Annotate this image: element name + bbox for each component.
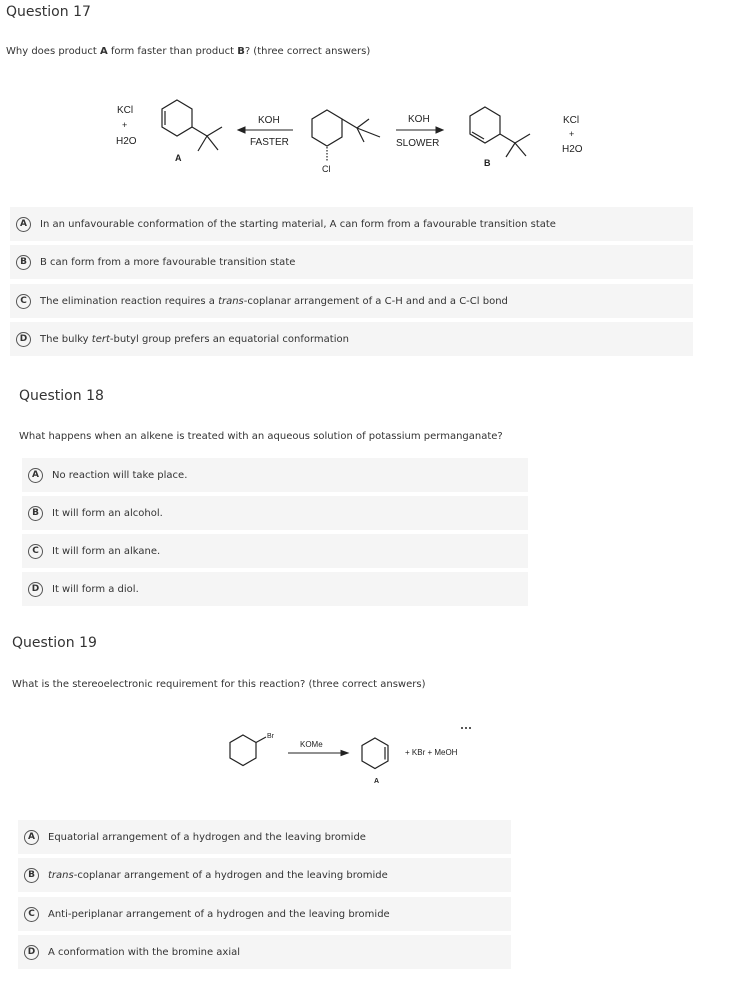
q18-option-b[interactable] bbox=[22, 496, 528, 530]
option-badge: C bbox=[16, 294, 31, 309]
q18-option-c[interactable] bbox=[22, 534, 528, 568]
right-reagent-kcl: KCl bbox=[563, 115, 580, 126]
option-text-italic: trans bbox=[48, 869, 74, 881]
option-badge: C bbox=[28, 544, 43, 559]
byproducts: + KBr + MeOH bbox=[405, 748, 458, 757]
product-a-label: A bbox=[374, 778, 380, 785]
prompt-product-b: B bbox=[237, 46, 245, 57]
option-text: It will form an alkane. bbox=[52, 545, 161, 557]
q18-option-a[interactable] bbox=[22, 458, 528, 492]
bromine-label: Br bbox=[267, 733, 274, 740]
right-plus: + bbox=[569, 129, 575, 139]
prompt-text: Why does product bbox=[6, 46, 100, 57]
cyclohexene-structure bbox=[362, 738, 388, 769]
option-badge: A bbox=[24, 830, 39, 845]
product-a-label: A bbox=[175, 153, 182, 163]
option-badge: D bbox=[16, 332, 31, 347]
base-reagent: KOMe bbox=[300, 740, 323, 749]
q19-option-c[interactable] bbox=[18, 897, 511, 931]
option-text: It will form an alcohol. bbox=[52, 507, 163, 519]
q18-option-d[interactable] bbox=[22, 572, 528, 606]
option-text-part: -coplanar arrangement of a C-H and and a C-Cl bond bbox=[243, 295, 508, 307]
option-text: It will form a diol. bbox=[52, 583, 139, 595]
reaction-scheme-17 bbox=[0, 90, 752, 190]
prompt-text: form faster than product bbox=[107, 46, 238, 57]
option-text: A conformation with the bromine axial bbox=[48, 946, 241, 958]
chloride-label: Cl bbox=[322, 164, 331, 174]
q17-option-d[interactable] bbox=[10, 322, 693, 356]
option-text-part: -butyl group prefers an equatorial conformation bbox=[109, 333, 349, 345]
prompt-text: ? (three correct answers) bbox=[244, 46, 371, 57]
right-arrow-rate: SLOWER bbox=[396, 138, 440, 149]
bromocyclohexane-structure bbox=[230, 735, 266, 766]
option-text-part: The elimination reaction requires a bbox=[40, 295, 219, 307]
question-19-prompt: What is the stereoelectronic requirement for this reaction? (three correct answers) bbox=[12, 679, 426, 690]
q17-option-c[interactable] bbox=[10, 284, 693, 318]
left-arrow-rate: FASTER bbox=[250, 137, 289, 148]
option-text bbox=[40, 296, 508, 307]
option-badge: A bbox=[28, 468, 43, 483]
left-plus: + bbox=[122, 120, 128, 130]
q19-option-b[interactable] bbox=[18, 858, 511, 892]
option-badge: A bbox=[16, 217, 31, 232]
option-text: In an unfavourable conformation of the starting material, A can form from a favourable transition state bbox=[40, 218, 556, 230]
lone-pair-dots bbox=[461, 727, 471, 729]
right-arrow bbox=[396, 127, 443, 133]
option-text-italic: tert bbox=[91, 333, 110, 345]
option-badge: B bbox=[16, 255, 31, 270]
left-reagent-water: H2O bbox=[116, 136, 137, 147]
option-badge: C bbox=[24, 907, 39, 922]
q19-option-d[interactable] bbox=[18, 935, 511, 969]
q17-option-b[interactable] bbox=[10, 245, 693, 279]
product-b-structure bbox=[470, 107, 530, 157]
option-text: Equatorial arrangement of a hydrogen and the leaving bromide bbox=[48, 831, 366, 843]
option-text: Anti-periplanar arrangement of a hydrogen and the leaving bromide bbox=[48, 908, 390, 920]
option-text-part: -coplanar arrangement of a hydrogen and the leaving bromide bbox=[73, 869, 388, 881]
question-18-prompt: What happens when an alkene is treated with an aqueous solution of potassium permanganate? bbox=[19, 431, 503, 442]
option-text bbox=[48, 870, 388, 881]
left-reagent-kcl: KCl bbox=[117, 105, 134, 116]
option-badge: B bbox=[24, 868, 39, 883]
reaction-arrow bbox=[288, 751, 348, 756]
q19-option-a[interactable] bbox=[18, 820, 511, 854]
option-text-part: The bulky bbox=[40, 333, 92, 345]
option-badge: B bbox=[28, 506, 43, 521]
question-17-prompt bbox=[6, 46, 370, 57]
right-reagent-water: H2O bbox=[562, 144, 583, 155]
option-badge: D bbox=[24, 945, 39, 960]
right-arrow-reagent: KOH bbox=[408, 114, 430, 125]
option-text: B can form from a more favourable transition state bbox=[40, 256, 296, 268]
question-19-title: Question 19 bbox=[12, 635, 97, 651]
starting-material-structure bbox=[312, 110, 380, 162]
option-text bbox=[40, 334, 349, 345]
option-text-italic: trans bbox=[218, 295, 244, 307]
prompt-product-a: A bbox=[99, 46, 108, 57]
reaction-scheme-19 bbox=[0, 720, 752, 790]
product-a-structure bbox=[162, 100, 222, 151]
option-text: No reaction will take place. bbox=[52, 469, 188, 481]
product-b-label: B bbox=[484, 158, 491, 168]
question-17-title: Question 17 bbox=[6, 4, 91, 20]
option-badge: D bbox=[28, 582, 43, 597]
left-arrow-reagent: KOH bbox=[258, 115, 280, 126]
left-arrow bbox=[238, 127, 293, 133]
q17-option-a[interactable] bbox=[10, 207, 693, 241]
question-18-title: Question 18 bbox=[19, 388, 104, 404]
